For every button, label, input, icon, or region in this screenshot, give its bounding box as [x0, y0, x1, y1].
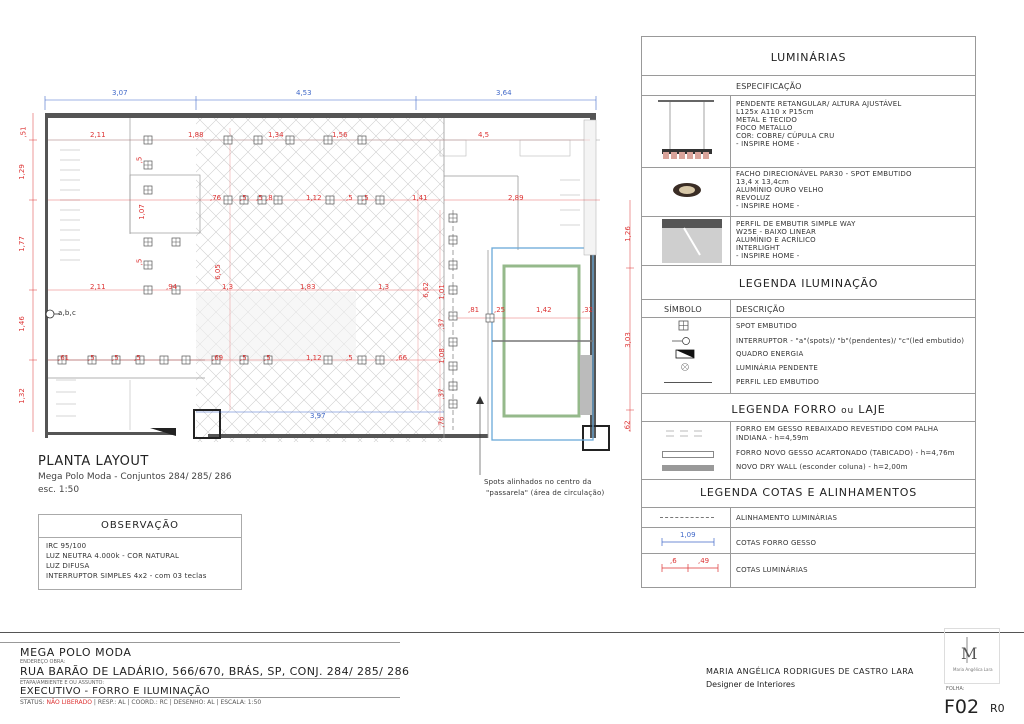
svg-text:M: M	[961, 644, 978, 663]
status-line: STATUS: NÃO LIBERADO | RESP.: AL | COORD.: RC | DESENHO: AL | ESCALA: 1:50	[20, 699, 262, 706]
forro-title: LEGENDA FORRO ou LAJE	[731, 403, 886, 416]
spot-lamp-image	[670, 180, 704, 200]
led-symbol-icon	[664, 382, 712, 383]
dim-red-v: ,37	[437, 318, 446, 330]
ilum-item: PERFIL LED EMBUTIDO	[736, 378, 820, 386]
dim-red: ,5	[134, 354, 141, 362]
dim-red: 1,56	[332, 131, 348, 139]
ilum-item: QUADRO ENERGIA	[736, 350, 804, 358]
floor-plan	[0, 0, 640, 520]
dim-red: 1,12	[306, 354, 322, 362]
dim-left-3: 1,77	[17, 236, 26, 252]
cota-sample-1: 1,09	[680, 531, 696, 539]
forro-item: FORRO NOVO GESSO ACARTONADO (TABICADO) - h=4,76m	[736, 449, 955, 457]
dim-red: ,8	[266, 194, 273, 202]
dim-left-1: ,51	[19, 126, 28, 138]
dim-red: 1,88	[188, 131, 204, 139]
ilum-title: LEGENDA ILUMINAÇÃO	[738, 277, 879, 290]
dim-red: ,5	[112, 354, 119, 362]
dim-red: ,5	[240, 354, 247, 362]
dim-red: ,61	[58, 354, 70, 362]
forro-item: FORRO EM GESSO REBAIXADO REVESTIDO COM PALHA	[736, 425, 939, 433]
title-block	[0, 632, 1024, 724]
dim-top-2: 4,53	[296, 89, 312, 97]
sheet-number: F02	[944, 696, 980, 718]
dim-right-3: ,62	[623, 420, 632, 432]
col-symbol: SÍMBOLO	[664, 305, 702, 314]
sheet-rev: R0	[990, 702, 1005, 715]
dim-red-v: 6,05	[213, 264, 222, 280]
dim-red: ,25	[494, 306, 506, 314]
dim-red: 1,12	[306, 194, 322, 202]
dim-red-v: ,5	[135, 156, 144, 164]
dim-red: ,5	[240, 194, 247, 202]
stage-label: ETAPA/AMBIENTE E OU ASSUNTO:	[20, 680, 105, 686]
drywall-icon	[662, 465, 714, 471]
dim-right-1: 1,26	[623, 226, 632, 242]
cota-sample-2b: ,49	[698, 557, 710, 565]
logo-text: Maria Angélica Lara	[953, 667, 993, 672]
dim-red: ,66	[396, 354, 408, 362]
dim-left-5: 1,32	[17, 388, 26, 404]
note-line-1: Spots alinhados no centro da	[484, 478, 592, 486]
address: RUA BARÃO DE LADÁRIO, 566/670, BRÁS, SP, CONJ. 284/ 285/ 286	[20, 665, 410, 678]
designer-name: MARIA ANGÉLICA RODRIGUES DE CASTRO LARA	[706, 667, 914, 676]
spec-header: ESPECIFICAÇÃO	[736, 82, 802, 91]
client-name: MEGA POLO MODA	[20, 646, 132, 659]
dim-397: 3,97	[310, 412, 326, 420]
dim-red: ,5	[88, 354, 95, 362]
dim-left-4: 1,46	[17, 316, 26, 332]
forro-tabicado-icon	[662, 451, 714, 458]
forro-item: NOVO DRY WALL (esconder coluna) - h=2,00m	[736, 463, 908, 471]
dim-top-3: 3,64	[496, 89, 512, 97]
item-2-text: FACHO DIRECIONÁVEL PAR30 - SPOT EMBUTIDO 13,4 x 13,4cm ALUMÍNIO OURO VELHO REVOLUZ - INSPIRE HOME -	[736, 170, 912, 210]
observacao-line: LUZ DIFUSA	[46, 562, 90, 570]
dim-red: ,5	[256, 194, 263, 202]
alignment-icon	[660, 517, 714, 518]
plan-scale: esc. 1:50	[38, 485, 80, 495]
address-label: ENDEREÇO OBRA:	[20, 659, 66, 665]
cota-sample-2a: ,6	[670, 557, 677, 565]
col-desc: DESCRIÇÃO	[736, 305, 785, 314]
pendant-lamp-image	[656, 99, 718, 161]
observacao-title: OBSERVAÇÃO	[39, 515, 241, 538]
dim-right-2: 3,03	[623, 332, 632, 348]
cota-gesso-icon	[660, 531, 716, 547]
dim-red: ,76	[210, 194, 222, 202]
switch-label: a,b,c	[58, 309, 77, 317]
dim-red-v: 6,62	[421, 282, 430, 298]
dim-red-v: ,5	[135, 258, 144, 266]
dim-red: ,5	[362, 194, 369, 202]
dim-red: 2,89	[508, 194, 524, 202]
cota-luminarias-icon	[660, 557, 720, 573]
observacao-line: LUZ NEUTRA 4.000k - COR NATURAL	[46, 552, 180, 560]
cotas-item: ALINHAMENTO LUMINÁRIAS	[736, 514, 838, 522]
dim-red: ,32	[582, 306, 594, 314]
dim-red: 1,3	[222, 283, 234, 291]
dim-top-1: 3,07	[112, 89, 128, 97]
luminarias-title: LUMINÁRIAS	[770, 51, 847, 64]
forro-item: INDIANA - h=4,59m	[736, 434, 809, 442]
observacao-line: IRC 95/100	[46, 542, 87, 550]
dim-red: ,81	[468, 306, 480, 314]
dim-red: 1,41	[412, 194, 428, 202]
dim-red-v: 1,01	[437, 284, 446, 300]
dim-red: 4,5	[478, 131, 490, 139]
cotas-item: COTAS LUMINÁRIAS	[736, 566, 808, 574]
dim-red: ,5	[264, 354, 271, 362]
plan-title: PLANTA LAYOUT	[38, 454, 149, 469]
dim-red: ,69	[212, 354, 224, 362]
designer-role: Designer de Interiores	[706, 680, 796, 689]
cotas-item: COTAS FORRO GESSO	[736, 539, 817, 547]
dim-red: 1,3	[378, 283, 390, 291]
legend-panel	[641, 36, 976, 588]
dim-red: 2,11	[90, 131, 106, 139]
ilum-item: SPOT EMBUTIDO	[736, 322, 797, 330]
designer-logo	[944, 628, 1000, 684]
observacao-line: INTERRUPTOR SIMPLES 4x2 - com 03 teclas	[46, 572, 207, 580]
note-line-2: "passarela" (área de circulação)	[486, 489, 605, 497]
dim-red-v: ,37	[437, 388, 446, 400]
folha-label: FOLHA:	[946, 686, 965, 692]
floor-plan-svg	[0, 0, 640, 520]
dim-red: ,94	[166, 283, 178, 291]
led-profile-image	[662, 219, 722, 263]
dim-left-2: 1,29	[17, 164, 26, 180]
dim-red: ,5	[346, 194, 353, 202]
dim-red: ,5	[346, 354, 353, 362]
ilum-item: INTERRUPTOR - "a"(spots)/ "b"(pendentes)/ "c"(led embutido)	[736, 337, 965, 345]
dim-red-v: 1,08	[437, 348, 446, 364]
stage: EXECUTIVO - FORRO E ILUMINAÇÃO	[20, 686, 210, 697]
cotas-title: LEGENDA COTAS E ALINHAMENTOS	[699, 486, 918, 499]
dim-red: 1,34	[268, 131, 284, 139]
item-3-text: PERFIL DE EMBUTIR SIMPLE WAY W25E - BAIXO LINEAR ALUMÍNIO E ACRÍLICO INTERLIGHT - INSPIRE HOME -	[736, 220, 856, 260]
dim-red: 2,11	[90, 283, 106, 291]
ilum-item: LUMINÁRIA PENDENTE	[736, 364, 818, 372]
plan-subtitle: Mega Polo Moda - Conjuntos 284/ 285/ 286	[38, 472, 232, 482]
dim-red: 1,83	[300, 283, 316, 291]
dim-red-v: ,76	[437, 416, 446, 428]
dim-red: 1,42	[536, 306, 552, 314]
dim-red-v: 1,07	[137, 204, 146, 220]
observacao-box	[38, 514, 242, 590]
item-1-text: PENDENTE RETANGULAR/ ALTURA AJUSTÁVEL L125x A110 x P15cm METAL E TECIDO FOCO METALLO COR: COBRE/ CÚPULA CRU - INSPIRE HOME -	[736, 100, 902, 148]
